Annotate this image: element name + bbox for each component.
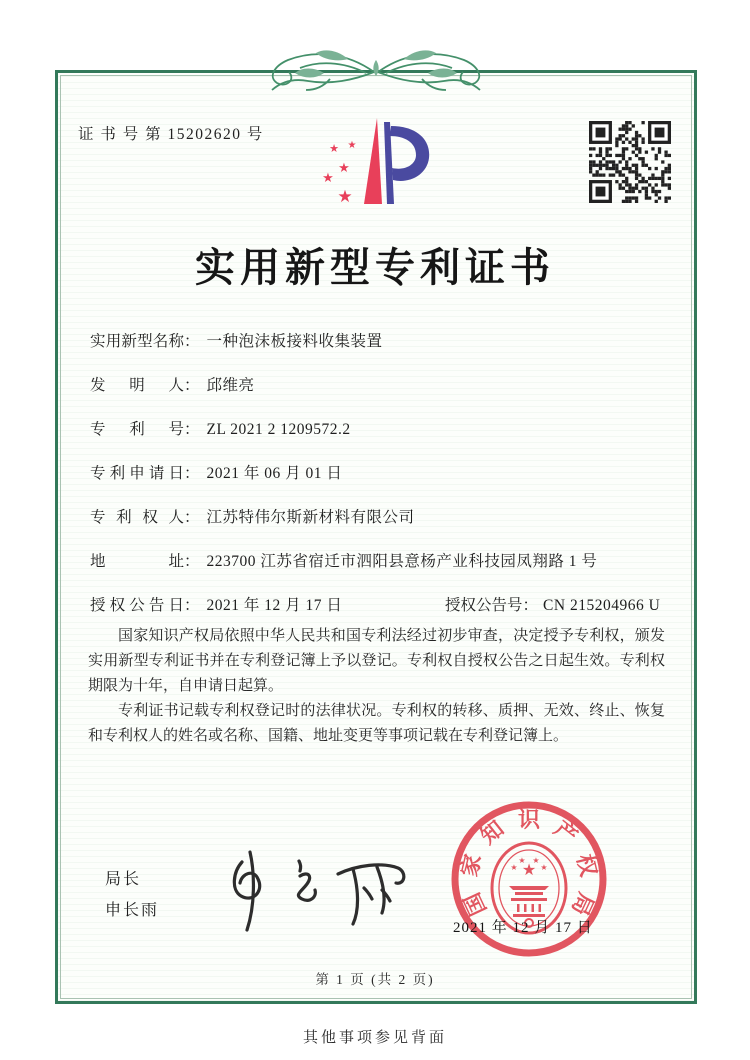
field-label: 授权公告号 xyxy=(445,597,523,614)
page-indicator: 第 1 页 (共 2 页) xyxy=(315,972,435,987)
field-value: ZL 2021 2 1209572.2 xyxy=(206,421,351,438)
field-label: 专利申请日 xyxy=(90,465,184,482)
director-signature xyxy=(212,846,412,934)
svg-text:★: ★ xyxy=(510,863,518,872)
field-colon: ： xyxy=(184,333,200,350)
field-row-patentee xyxy=(90,505,670,527)
field-colon: ： xyxy=(184,509,200,526)
field-label: 授权公告日 xyxy=(90,597,184,614)
svg-text:产: 产 xyxy=(549,815,583,849)
field-value: 邱维亮 xyxy=(206,377,255,394)
field-row-filing-date xyxy=(90,461,670,483)
svg-text:★: ★ xyxy=(532,856,540,865)
field-row-inventor xyxy=(90,373,670,395)
legal-paragraph-2: 专利证书记载专利权登记时的法律状况。专利权的转移、质押、无效、终止、恢复和专利权人的姓名或名称、国籍、地址变更等事项记载在专利登记簿上。 xyxy=(88,703,665,744)
svg-text:★: ★ xyxy=(347,140,357,151)
field-row-name xyxy=(90,329,670,351)
svg-text:识: 识 xyxy=(517,807,541,832)
official-seal xyxy=(429,779,629,979)
svg-text:家: 家 xyxy=(456,851,486,879)
field-label: 专利权人 xyxy=(90,509,184,526)
field-colon: ： xyxy=(184,465,200,482)
cnipa-logo-icon xyxy=(313,114,437,212)
field-label: 实用新型名称 xyxy=(90,333,184,350)
legal-paragraph-1: 国家知识产权局依照中华人民共和国专利法经过初步审查，决定授予专利权，颁发实用新型专利证书并在专利登记簿上予以登记。专利权自授权公告之日起生效。专利权期限为十年，自申请日起算。 xyxy=(88,628,665,694)
field-value: 2021 年 06 月 01 日 xyxy=(206,465,343,482)
field-row-address xyxy=(90,549,670,571)
field-row-grant-date xyxy=(90,593,670,615)
certificate-title: 实用新型专利证书 xyxy=(195,245,555,290)
svg-text:★: ★ xyxy=(329,143,339,155)
svg-text:★: ★ xyxy=(338,160,350,175)
field-label: 专利号 xyxy=(90,421,184,438)
field-colon: ： xyxy=(522,597,539,614)
field-label: 地址 xyxy=(90,553,184,570)
svg-text:国: 国 xyxy=(459,888,492,920)
grant-number-pair xyxy=(445,593,660,615)
svg-text:知: 知 xyxy=(475,815,509,849)
svg-text:★: ★ xyxy=(322,170,334,185)
field-row-patent-number xyxy=(90,417,670,439)
field-colon: ： xyxy=(184,377,200,394)
field-colon: ： xyxy=(184,421,200,438)
legal-text-block xyxy=(88,624,665,749)
field-value: 223700 江苏省宿迁市泗阳县意杨产业科技园凤翔路 1 号 xyxy=(206,553,598,570)
field-colon: ： xyxy=(184,597,200,614)
director-name: 申长雨 xyxy=(105,902,160,919)
svg-text:★: ★ xyxy=(337,187,353,206)
qr-code xyxy=(589,121,671,203)
field-value: CN 215204966 U xyxy=(543,597,661,614)
field-value: 江苏特伟尔斯新材料有限公司 xyxy=(206,509,415,526)
svg-text:局: 局 xyxy=(566,888,599,920)
top-ornament xyxy=(251,46,501,96)
back-note: 其他事项参见背面 xyxy=(302,1030,447,1046)
field-label: 发明人 xyxy=(90,377,184,394)
director-title: 局长 xyxy=(105,871,142,888)
field-value: 2021 年 12 月 17 日 xyxy=(206,597,343,614)
svg-text:★: ★ xyxy=(518,856,526,865)
certificate-number: 证 书 号 第 15202620 号 xyxy=(78,126,264,143)
svg-text:★: ★ xyxy=(521,862,537,879)
field-value: 一种泡沫板接料收集装置 xyxy=(206,333,383,350)
field-colon: ： xyxy=(184,553,200,570)
seal-date: 2021 年 12 月 17 日 xyxy=(453,920,593,936)
svg-text:★: ★ xyxy=(540,863,548,872)
svg-text:权: 权 xyxy=(572,851,602,879)
